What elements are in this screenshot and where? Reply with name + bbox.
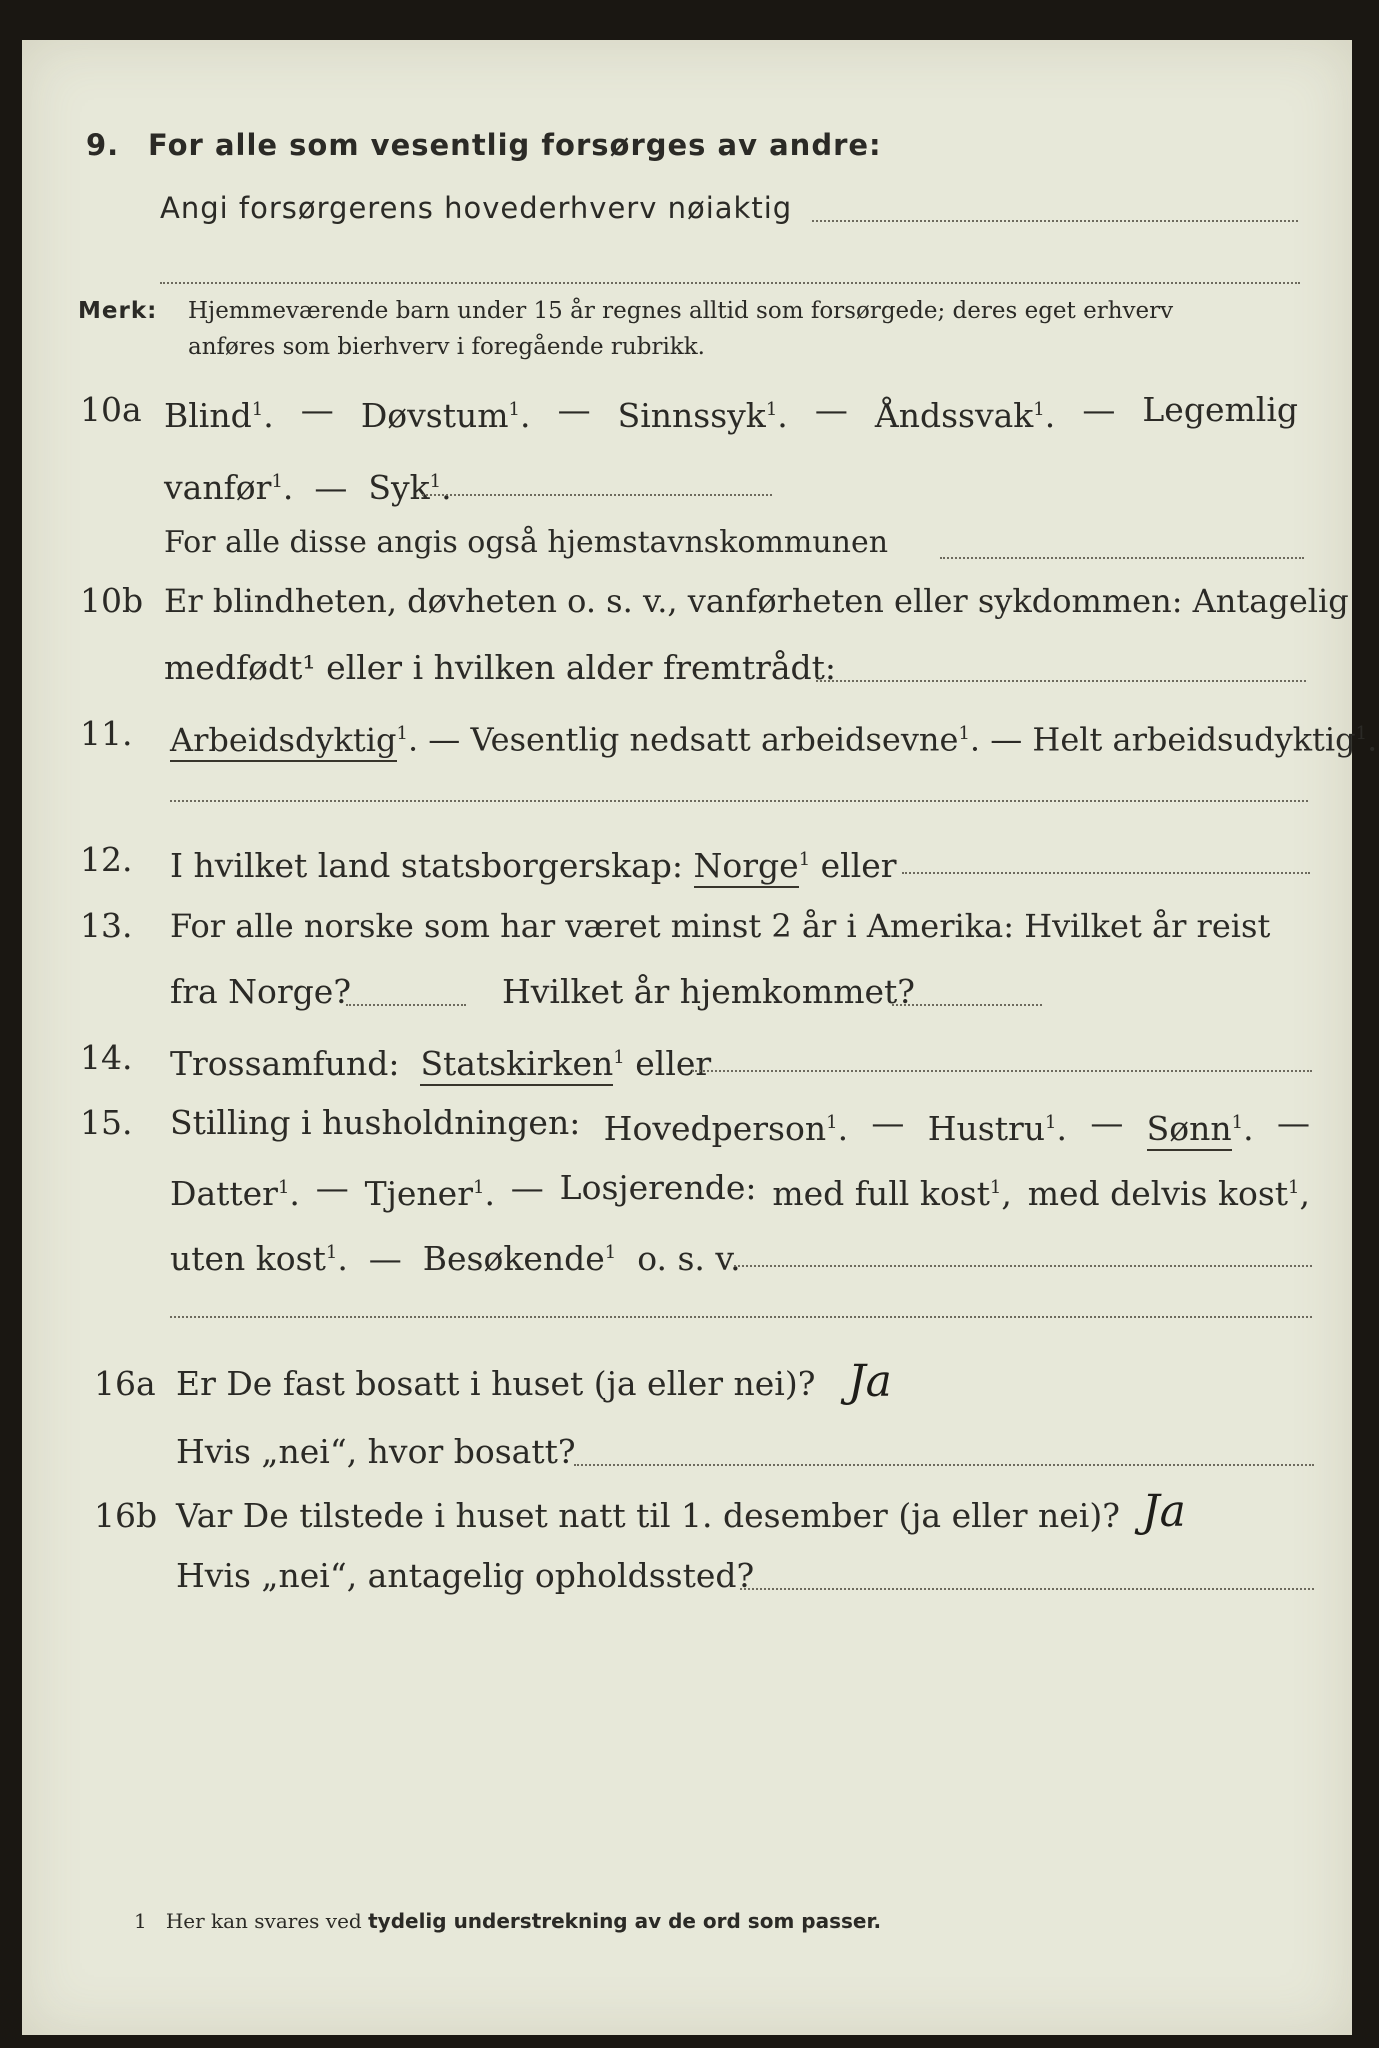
q9-number: 9.: [86, 128, 120, 162]
option-nedsatt: Vesentlig nedsatt arbeidsevne: [470, 720, 959, 759]
footnote: [134, 1909, 881, 1933]
merk-text-2: anføres som bierhverv i foregående rubrikk.: [188, 334, 705, 360]
q13-row-1: [22, 906, 1352, 946]
dash: —: [557, 390, 591, 429]
q9-heading: For alle som vesentlig forsørges av andre:: [148, 128, 882, 162]
q16a-question: Er De fast bosatt i huset (ja eller nei)?: [176, 1364, 816, 1403]
q9-answer-line-2: [160, 282, 1300, 284]
q16a-row-2: [22, 1432, 1352, 1472]
q10b-row-1: [22, 581, 1352, 621]
option-andssvak: Åndssvak$^1$.: [874, 396, 1056, 435]
option-hovedperson: Hovedperson$^1$.: [603, 1109, 849, 1148]
option-sinnssyk: Sinnssyk$^1$.: [617, 396, 788, 435]
q9-answer-line: [812, 220, 1298, 222]
q16a-handwritten-answer: Ja: [848, 1356, 892, 1407]
q16b-opholdssted-label: Hvis „nei“, antagelig opholdssted?: [176, 1556, 755, 1595]
option-statskirken: Statskirken: [420, 1044, 613, 1086]
q15-answer-line: [734, 1265, 1312, 1267]
q15-options-2: Datter$^1$. — Tjener$^1$. — Losjerende: med full kost$^1$, med delvis kost$^1$,: [170, 1168, 1310, 1213]
q16a-number: 16a: [94, 1364, 156, 1403]
footnote-mark: 1: [134, 1909, 147, 1933]
q16b-handwritten-answer: Ja: [1142, 1486, 1186, 1537]
option-full-kost: med full kost$^1$,: [772, 1174, 1012, 1213]
q10a-number: 10a: [80, 390, 142, 429]
q12-row: [22, 840, 1352, 885]
q15-options-3: uten kost$^1$. — Besøkende$^1$ o. s. v.: [170, 1239, 741, 1278]
q16b-row-2: [22, 1556, 1352, 1596]
q10a-row-2: [22, 462, 1352, 507]
q9-row-2: [22, 188, 1352, 228]
q14-question: Trossamfund: Statskirken$^1$ eller: [170, 1038, 711, 1084]
q13-reist-line: [346, 1004, 466, 1006]
option-sonn: Sønn$^1$.: [1147, 1103, 1254, 1149]
q15-row-1: [22, 1103, 1352, 1148]
q16a-answer-line: [574, 1464, 1314, 1466]
q13-question: For alle norske som har været minst 2 år i Amerika: Hvilket år reist: [170, 907, 1271, 945]
q13-hjem-label: Hvilket år hjemkommet?: [502, 972, 915, 1011]
option-datter: Datter$^1$.: [170, 1174, 300, 1213]
q13-reist-label: fra Norge?: [170, 972, 352, 1011]
q9-provider-label: Angi forsørgerens hovederhverv nøiaktig: [160, 191, 793, 225]
dash: —: [814, 390, 848, 429]
q9-row-1: [22, 125, 1352, 165]
q14-row: [22, 1038, 1352, 1083]
merk-label: Merk:: [78, 298, 158, 324]
q15-options-1: Stilling i husholdningen: Hovedperson$^1$. — Hustru$^1$. — Sønn$^1$. —: [170, 1103, 1310, 1149]
q11-number: 11.: [80, 714, 133, 753]
q12-question: I hvilket land statsborgerskap: Norge$^1$ eller: [170, 840, 897, 886]
q11-row: [22, 714, 1378, 759]
q14-number: 14.: [80, 1038, 133, 1077]
merk-row-2: [22, 331, 1352, 363]
option-legemlig: Legemlig: [1142, 390, 1298, 429]
q10a-hjemstavn-label: For alle disse angis også hjemstavnskommunen: [164, 525, 889, 560]
q16a-row-1: [22, 1364, 1352, 1404]
q14-answer-line: [692, 1070, 1312, 1072]
q15-row-2: [22, 1168, 1352, 1213]
q10b-answer-line: [816, 680, 1306, 682]
q13-hjem-line: [892, 1004, 1042, 1006]
q10a-row-3: [22, 523, 1352, 563]
q13-number: 13.: [80, 906, 133, 945]
q15-number: 15.: [80, 1103, 133, 1142]
option-hustru: Hustru$^1$.: [927, 1109, 1067, 1148]
census-form-page: [22, 40, 1378, 2035]
q10a-hjemstavn-line: [940, 557, 1304, 559]
option-arbeidsdyktig: Arbeidsdyktig: [170, 721, 397, 762]
q10b-question: Er blindheten, døvheten o. s. v., vanførheten eller sykdommen: Antagelig: [164, 582, 1349, 620]
option-delvis-kost: med delvis kost$^1$,: [1027, 1174, 1310, 1213]
option-tjener: Tjener$^1$.: [364, 1174, 495, 1213]
footnote-text: Her kan svares ved: [165, 1909, 362, 1933]
q10b-number: 10b: [80, 581, 144, 620]
option-udyktig: Helt arbeidsudyktig: [1032, 720, 1356, 759]
q16b-question: Var De tilstede i huset natt til 1. desember (ja eller nei)?: [176, 1496, 1120, 1535]
merk-row-1: [22, 295, 1352, 327]
q10b-question-2: medfødt¹ eller i hvilken alder fremtrådt:: [164, 648, 837, 687]
q16b-number: 16b: [94, 1496, 158, 1535]
q11-answer-line: [170, 800, 1308, 802]
q15-row-3: [22, 1233, 1352, 1278]
dash: —: [1082, 390, 1116, 429]
q10b-row-2: [22, 648, 1352, 688]
q16a-bosatt-label: Hvis „nei“, hvor bosatt?: [176, 1432, 576, 1471]
q12-number: 12.: [80, 840, 133, 879]
q10a-answer-line: [422, 494, 772, 496]
q13-row-2: [22, 972, 1352, 1012]
q12-answer-line: [902, 872, 1310, 874]
option-dovstum: Døvstum$^1$.: [360, 396, 531, 435]
q10a-options: [164, 390, 1298, 436]
q16b-answer-line: [740, 1588, 1314, 1590]
footnote-bold-text: tydelig understrekning av de ord som passer.: [368, 1909, 882, 1933]
option-norge: Norge: [694, 846, 799, 888]
merk-text-1: Hjemmeværende barn under 15 år regnes alltid som forsørgede; deres eget erhverv: [188, 298, 1174, 324]
dash: —: [300, 390, 334, 429]
option-blind: Blind$^1$.: [164, 396, 274, 435]
option-vanfor-syk: vanfør$^1$. — Syk$^1$.: [164, 468, 452, 507]
q10a-row-1: [22, 390, 1352, 435]
q15-answer-line-2: [170, 1316, 1312, 1318]
q11-options: Arbeidsdyktig$^1$. — Vesentlig nedsatt arbeidsevne$^1$. — Helt arbeidsudyktig$^1$.: [170, 714, 1377, 760]
